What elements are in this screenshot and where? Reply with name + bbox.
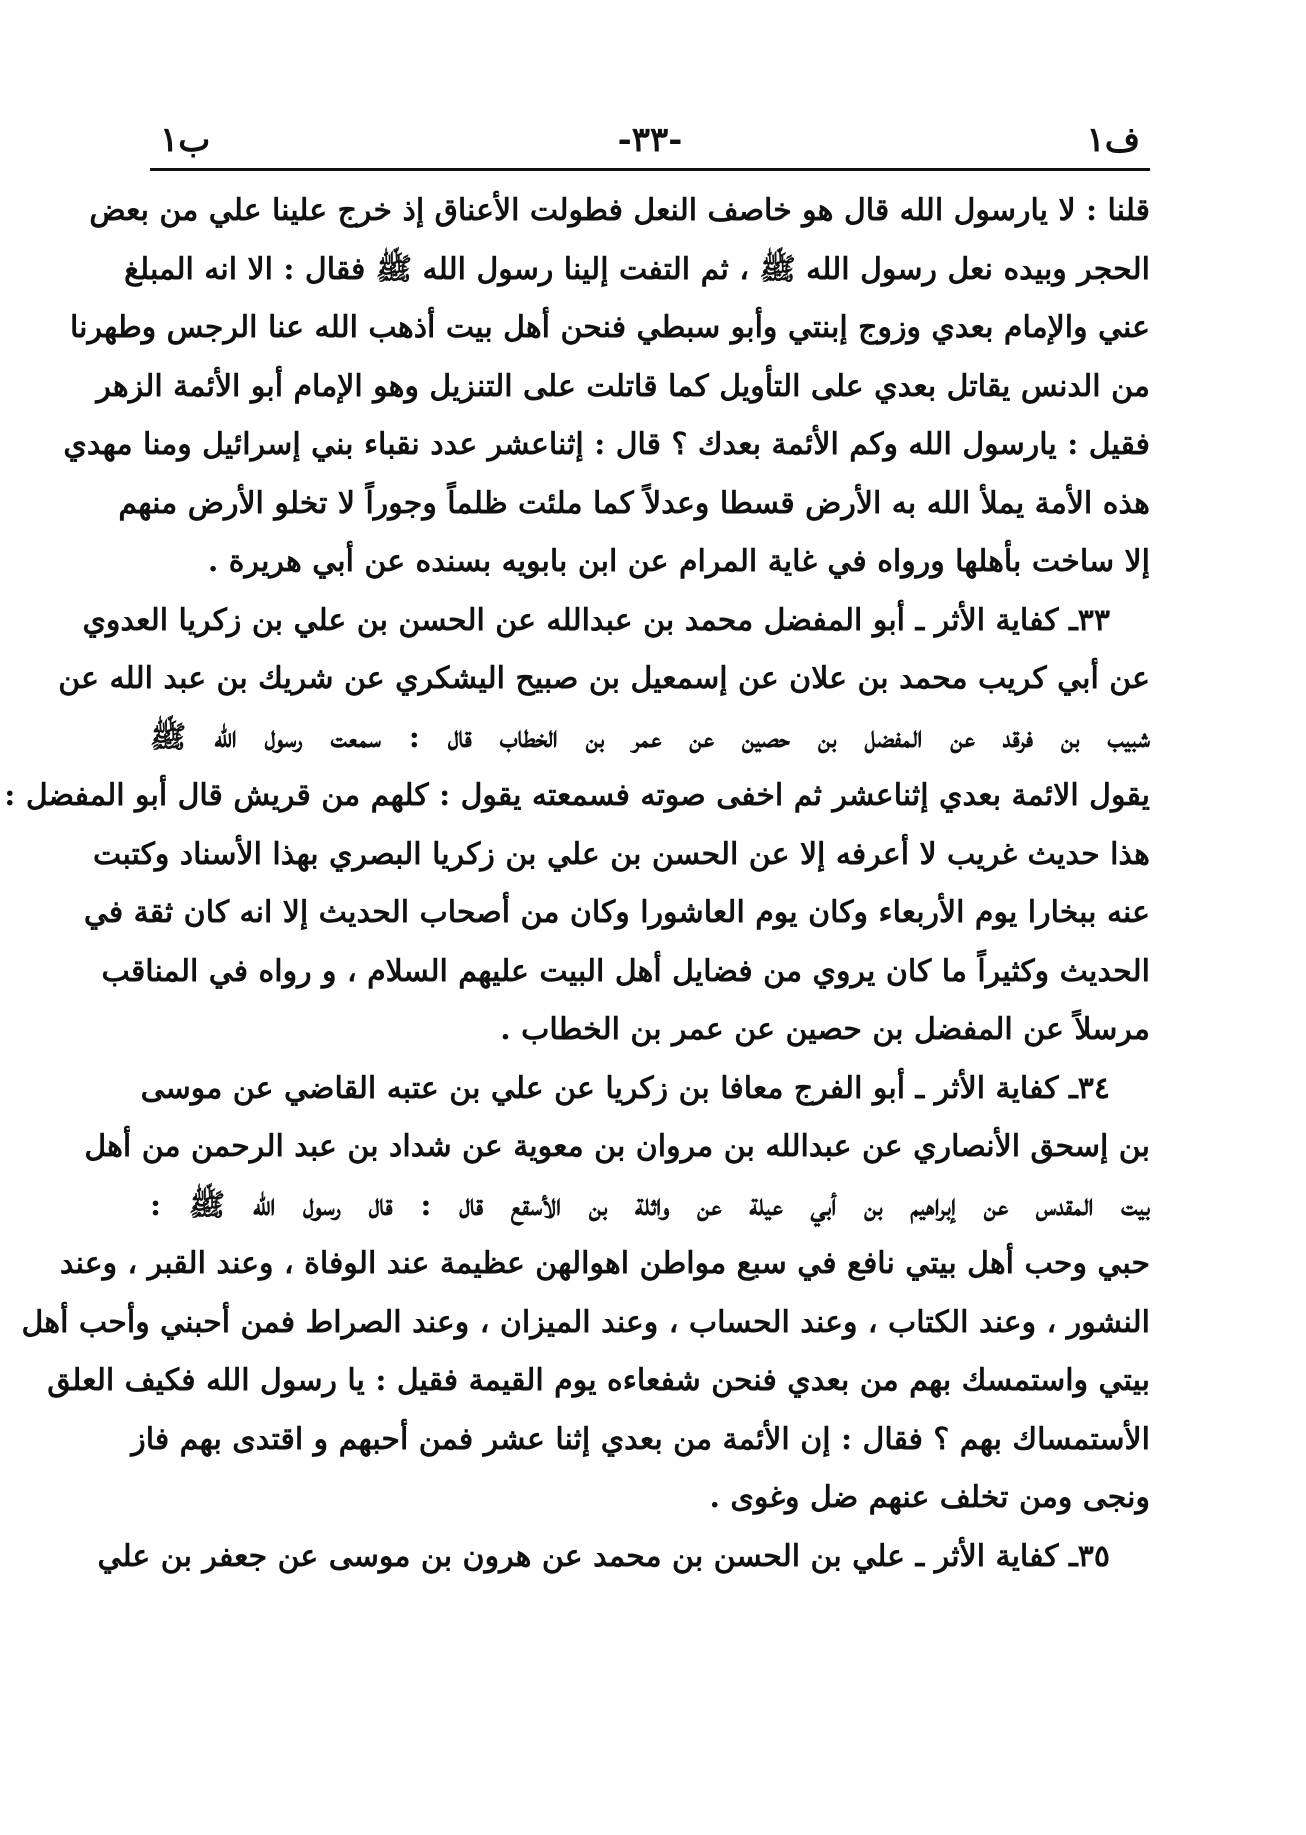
text-line: مرسلاً عن المفضل بن حصين عن عمر بن الخطاب . [500, 1012, 1150, 1047]
text-line: الأستمساك بهم ؟ فقال : إن الأئمة من بعدي إثنا عشر فمن أحبهم و اقتدى بهم فاز [131, 1421, 1150, 1457]
text-line: من الدنس يقاتل بعدي على التأويل كما قاتلت على التنزيل وهو الإمام أبو الأئمة الزهر [96, 368, 1150, 404]
text-line: عني والإمام بعدي وزوج إبنتي وأبو سبطي فنحن أهل بيت أذهب الله عنا الرجس وطهرنا [70, 310, 1150, 345]
header-divider [150, 168, 1150, 171]
text-line: يقول الائمة بعدي إثناعشر ثم اخفى صوته فسمعته يقول : كلهم من قريش قال أبو المفضل : [4, 778, 1150, 813]
folio-mark-left: ب١ [160, 120, 211, 160]
text-line: فقيل : يارسول الله وكم الأئمة بعدك ؟ قال : إثناعشر عدد نقباء بني إسرائيل ومنا مهدي [63, 427, 1150, 462]
text-line: الحديث وكثيراً ما كان يروي من فضايل أهل البيت عليهم السلام ، و رواه في المناقب [101, 953, 1150, 989]
page-number: -٣٣- [617, 120, 683, 160]
folio-mark-right: ف١ [1086, 120, 1140, 160]
text-line: عنه ببخارا يوم الأربعاء وكان يوم العاشورا وكان من أصحاب الحديث إلا انه كان ثقة في [83, 895, 1150, 930]
text-line: هذا حديث غريب لا أعرفه إلا عن الحسن بن علي بن زكريا البصري بهذا الأسناد وكتبت [93, 836, 1150, 872]
text-line: بن إسحق الأنصاري عن عبدالله بن مروان بن معوية عن شداد بن عبد الرحمن من أهل [84, 1129, 1150, 1164]
text-line: النشور ، وعند الكتاب ، وعند الحساب ، وعند الميزان ، وعند الصراط فمن أحبني وأحب أهل [21, 1304, 1150, 1340]
text-line: عن أبي كريب محمد بن علان عن إسمعيل بن صبيح اليشكري عن شريك بن عبد الله عن [58, 661, 1150, 696]
text-line: حبي وحب أهل بيتي نافع في سبع مواطن اهوالهن عظيمة عند الوفاة ، وعند القبر ، وعند [59, 1246, 1150, 1281]
text-line: قلنا : لا يارسول الله قال هو خاصف النعل فطولت الأعناق إذ خرج علينا علي من بعض [89, 193, 1150, 228]
text-line: شبيب بن فرقد عن المفضل بن حصين عن عمر بن الخطاب قال : سمعت رسول الله ﷺ [150, 719, 1150, 755]
text-line: إلا ساخت بأهلها ورواه في غاية المرام عن ابن بابويه بسنده عن أبي هريرة . [207, 544, 1150, 579]
text-line: ٣٤ـ كفاية الأثر ـ أبو الفرج معافا بن زكريا عن علي بن عتبه القاضي عن موسى [140, 1070, 1110, 1106]
text-line: بيتي واستمسك بهم من بعدي فنحن شفعاءه يوم القيمة فقيل : يا رسول الله فكيف العلق [47, 1363, 1150, 1398]
text-line: ٣٥ـ كفاية الأثر ـ علي بن الحسن بن محمد عن هرون بن موسى عن جعفر بن علي [97, 1538, 1110, 1574]
text-line: الحجر وبيده نعل رسول الله ﷺ ، ثم التفت إلينا رسول الله ﷺ فقال : الا انه المبلغ [124, 251, 1150, 287]
body-text [4, 182, 1150, 1586]
text-line: ٣٣ـ كفاية الأثر ـ أبو المفضل محمد بن عبدالله عن الحسن بن علي بن زكريا العدوي [82, 602, 1110, 638]
text-line: ونجى ومن تخلف عنهم ضل وغوى . [709, 1480, 1150, 1515]
text-line: بيت المقدس عن إبراهيم بن أبي عيلة عن واثلة بن الأسقع قال : قال رسول الله ﷺ : [150, 1187, 1150, 1223]
page-header [150, 118, 1150, 164]
text-line: هذه الأمة يملأ الله به الأرض قسطا وعدلاً كما ملئت ظلماً وجوراً لا تخلو الأرض منهم [118, 485, 1150, 521]
